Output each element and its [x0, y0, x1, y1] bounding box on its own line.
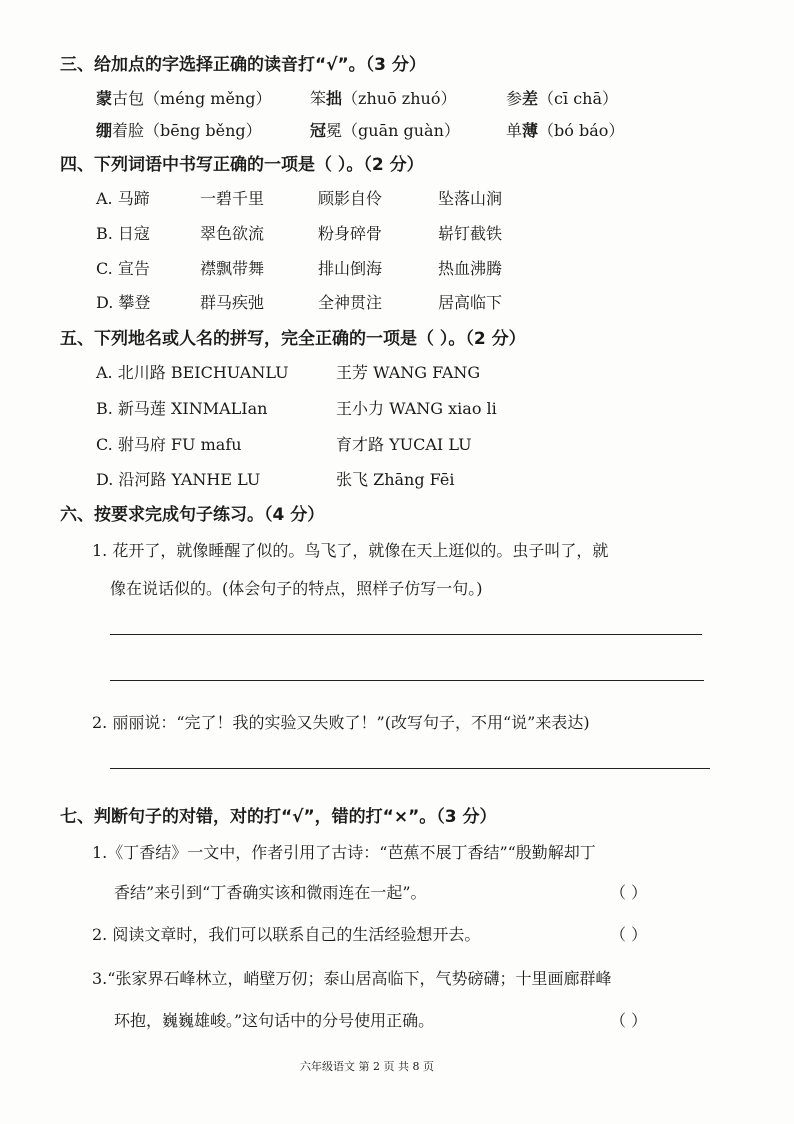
pinyin-options: 冕（guān guàn）	[326, 121, 460, 140]
word: 襟飘带舞	[200, 259, 265, 278]
section-5-title: 五、下列地名或人名的拼写，完全正确的一项是（ ）。（2 分）	[60, 329, 526, 349]
word: 顾影自伶	[318, 189, 383, 208]
dotted-char: 薄	[522, 121, 539, 140]
answer-line[interactable]	[110, 768, 710, 769]
question-7-1-line2: 香结”来引到“丁香确实该和微雨连在一起”。	[114, 883, 427, 902]
word: 崭钉截铁	[438, 224, 503, 243]
place-option: C. 驸马府 FU mafu	[96, 435, 242, 454]
plain-char: 笨	[310, 89, 327, 108]
word: 翠色欲流	[200, 224, 265, 243]
word: 热血沸腾	[438, 259, 503, 278]
option-label: C. 宣告	[96, 259, 150, 278]
word: 群马疾弛	[200, 293, 265, 312]
name-option: 王芳 WANG FANG	[336, 363, 481, 382]
answer-line[interactable]	[110, 634, 702, 635]
word: 全神贯注	[318, 293, 383, 312]
question-7-1-line1: 1.《丁香结》一文中，作者引用了古诗：“芭蕉不展丁香结”“殷勤解却丁	[92, 843, 596, 862]
question-7-2: 2. 阅读文章时，我们可以联系自己的生活经验想开去。	[92, 925, 481, 944]
section-7-title: 七、判断句子的对错，对的打“√”，错的打“×”。（3 分）	[60, 807, 497, 827]
dotted-char: 差	[522, 89, 539, 108]
word: 一碧千里	[200, 189, 265, 208]
question-7-3-line1: 3.“张家界石峰林立，峭壁万仞；泰山居高临下，气势磅礴；十里画廊群峰	[92, 969, 612, 988]
place-option: A. 北川路 BEICHUANLU	[96, 363, 289, 382]
dotted-char: 蒙	[96, 89, 113, 108]
dotted-char: 冠	[310, 121, 327, 140]
name-option: 王小力 WANG xiao li	[336, 399, 497, 418]
option-label: A. 马蹄	[96, 189, 150, 208]
question-6-1-line2: 像在说话似的。(体会句子的特点，照样子仿写一句。)	[110, 579, 483, 598]
answer-bracket[interactable]: （ ）	[610, 883, 648, 902]
pinyin-item-2	[310, 86, 456, 109]
word: 居高临下	[438, 293, 503, 312]
option-label: D. 攀登	[96, 293, 151, 312]
page-footer: 六年级语文 第 2 页 共 8 页	[300, 1060, 434, 1073]
pinyin-options: （cī chā）	[538, 89, 619, 108]
answer-line[interactable]	[110, 680, 704, 681]
plain-char: 参	[506, 89, 523, 108]
pinyin-options: （bó báo）	[538, 121, 625, 140]
pinyin-options: 古包（méng měng）	[112, 89, 272, 108]
word: 粉身碎骨	[318, 224, 383, 243]
section-4-title: 四、下列词语中书写正确的一项是（ ）。（2 分）	[60, 155, 424, 175]
name-option: 张飞 Zhāng Fēi	[336, 470, 455, 489]
pinyin-options: 着脸（bēng běng）	[112, 121, 262, 140]
dotted-char: 拙	[326, 89, 343, 108]
pinyin-item-6	[506, 118, 624, 141]
pinyin-item-3	[506, 86, 618, 109]
place-option: B. 新马莲 XINMALIan	[96, 399, 268, 418]
section-3-title: 三、给加点的字选择正确的读音打“√”。（3 分）	[60, 55, 426, 75]
section-6-title: 六、按要求完成句子练习。（4 分）	[60, 505, 325, 525]
word: 排山倒海	[318, 259, 383, 278]
plain-char: 单	[506, 121, 523, 140]
answer-bracket[interactable]: （ ）	[610, 1011, 648, 1030]
pinyin-options: （zhuō zhuó）	[342, 89, 457, 108]
question-6-1-line1: 1. 花开了，就像睡醒了似的。鸟飞了，就像在天上逛似的。虫子叫了，就	[92, 541, 609, 560]
word: 坠落山涧	[438, 189, 503, 208]
answer-bracket[interactable]: （ ）	[610, 925, 648, 944]
pinyin-item-5	[310, 118, 460, 141]
question-6-2: 2. 丽丽说：“完了！我的实验又失败了！”(改写句子，不用“说”来表达)	[92, 713, 590, 732]
pinyin-item-4	[96, 118, 262, 141]
name-option: 育才路 YUCAI LU	[336, 435, 472, 454]
option-label: B. 日寇	[96, 224, 150, 243]
question-7-3-line2: 环抱，巍巍雄峻。”这句话中的分号使用正确。	[114, 1011, 435, 1030]
pinyin-item-1	[96, 86, 271, 109]
dotted-char: 绷	[96, 121, 113, 140]
place-option: D. 沿河路 YANHE LU	[96, 470, 261, 489]
